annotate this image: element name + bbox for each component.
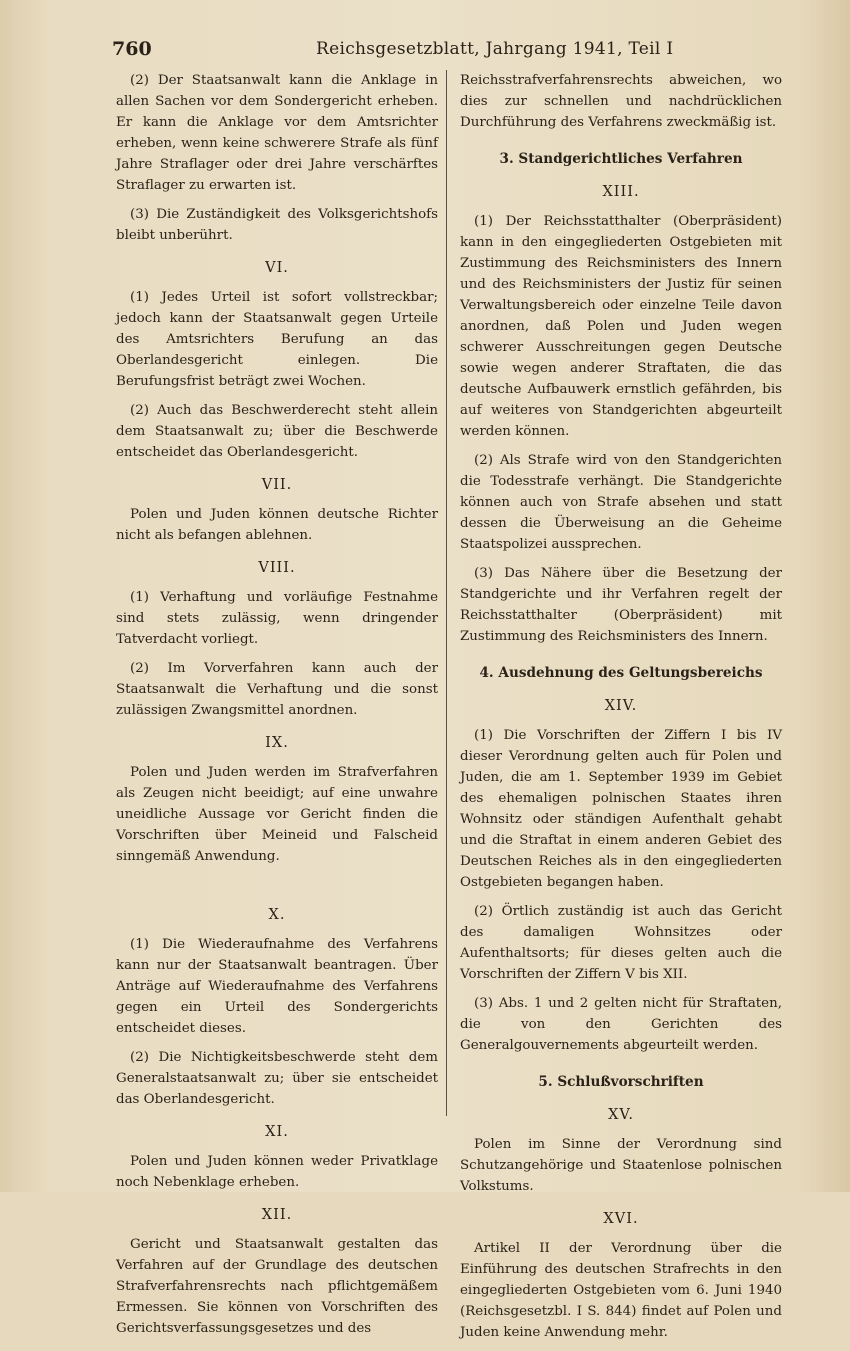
paragraph: (2) Der Staatsanwalt kann die Anklage in allen Sachen vor dem Sondergericht erheben. Er kann die Anklage vor dem Amtsrichter erheben, wenn keine schwerere Strafe als fünf Jahre Straflager oder drei Jahre verschärftes Straflager zu erwarten ist. bbox=[116, 73, 438, 193]
paragraph: (3) Das Nähere über die Besetzung der Standgerichte und ihr Verfahren regelt der Reichsstatthalter (Oberpräsident) mit Zustimmung des Reichsministers des Innern. bbox=[460, 566, 782, 644]
paragraph: Artikel II der Verordnung über die Einführung des deutschen Strafrechts in den eingegliederten Ostgebieten vom 6. Juni 1940 (Reichsgesetzbl. I S. 844) findet auf Polen und Juden keine Anwendung mehr. bbox=[460, 1241, 782, 1340]
paragraph: (1) Der Reichsstatthalter (Oberpräsident) kann in den eingegliederten Ostgebieten mit Zustimmung des Reichsministers des Innern und des Reichsministers der Justiz für seinen Verwaltungsbereich oder einzelne Teile davon anordnen, daß Polen und Juden wegen schwerer Ausschreitungen gegen Deutsche sowie wegen anderer Straftaten, die das deutsche Aufbauwerk ernstlich gefährden, bis auf weiteres von Standgerichten abgeurteilt werden können. bbox=[460, 214, 782, 439]
column-divider bbox=[446, 70, 447, 1116]
paragraph: (2) Auch das Beschwerderecht steht allein dem Staatsanwalt zu; über die Beschwerde entscheidet das Oberlandesgericht. bbox=[116, 403, 438, 460]
paragraph: (3) Abs. 1 und 2 gelten nicht für Straftaten, die von den Gerichten des Generalgouvernements abgeurteilt werden. bbox=[460, 996, 782, 1053]
section-numeral: XV. bbox=[608, 1107, 634, 1123]
paragraph: Polen im Sinne der Verordnung sind Schutzangehörige und Staatenlose polnischen Volkstums. bbox=[460, 1137, 782, 1194]
page-header bbox=[112, 38, 812, 62]
spacer bbox=[116, 875, 438, 893]
section-numeral: XIV. bbox=[604, 698, 638, 714]
paragraph: (1) Die Vorschriften der Ziffern I bis IV dieser Verordnung gelten auch für Polen und Juden, die am 1. September 1939 im Gebiet des ehemaligen polnischen Staates ihren Wohnsitz oder ständigen Aufenthalt gehabt und die Straftat in einem anderen Gebiet des Deutschen Reiches als in den eingegliederten Ostgebieten begangen haben. bbox=[460, 728, 782, 890]
section-numeral: VIII. bbox=[258, 560, 296, 576]
section-numeral: XI. bbox=[265, 1124, 289, 1140]
paragraph: Gericht und Staatsanwalt gestalten das Verfahren auf der Grundlage des deutschen Strafverfahrensrechts nach pflichtgemäßem Ermessen. Sie können von Vorschriften des Gerichtsverfassungsgesetzes und des bbox=[116, 1237, 438, 1336]
paragraph: (2) Die Nichtigkeitsbeschwerde steht dem Generalstaatsanwalt zu; über sie entscheidet das Oberlandesgericht. bbox=[116, 1050, 438, 1107]
paragraph: Polen und Juden können deutsche Richter nicht als befangen ablehnen. bbox=[116, 507, 438, 543]
paragraph: Reichsstrafverfahrensrechts abweichen, wo dies zur schnellen und nachdrücklichen Durchführung des Verfahrens zweckmäßig ist. bbox=[460, 73, 782, 130]
section-numeral: VII. bbox=[261, 477, 293, 493]
paragraph: (2) Örtlich zuständig ist auch das Gericht des damaligen Wohnsitzes oder Aufenthaltsorts; für dieses gelten auch die Vorschriften der Ziffern V bis XII. bbox=[460, 904, 782, 982]
section-heading: 3. Standgerichtliches Verfahren bbox=[499, 151, 743, 167]
left-column bbox=[116, 70, 438, 1347]
paragraph: Polen und Juden werden im Strafverfahren als Zeugen nicht beeidigt; auf eine unwahre uneidliche Aussage vor Gericht finden die Vorschriften über Meineid und Falscheid sinngemäß Anwendung. bbox=[116, 765, 438, 864]
section-numeral: XVI. bbox=[603, 1211, 639, 1227]
paragraph: (1) Die Wiederaufnahme des Verfahrens kann nur der Staatsanwalt beantragen. Über Anträge auf Wiederaufnahme des Verfahrens gegen ein Urteil des Sondergerichts entscheidet dieses. bbox=[116, 937, 438, 1036]
section-numeral: X. bbox=[268, 907, 286, 923]
paragraph: (1) Jedes Urteil ist sofort vollstreckbar; jedoch kann der Staatsanwalt gegen Urteile des Amtsrichters Berufung an das Oberlandesgericht einlegen. Die Berufungsfrist beträgt zwei Wochen. bbox=[116, 290, 438, 389]
section-numeral: IX. bbox=[265, 735, 289, 751]
paragraph: (1) Verhaftung und vorläufige Festnahme sind stets zulässig, wenn dringender Tatverdacht vorliegt. bbox=[116, 590, 438, 647]
section-heading: 4. Ausdehnung des Geltungsbereichs bbox=[479, 665, 763, 681]
section-numeral: XII. bbox=[261, 1207, 293, 1223]
section-numeral: VI. bbox=[265, 260, 289, 276]
paragraph: (2) Als Strafe wird von den Standgerichten die Todesstrafe verhängt. Die Standgerichte können auch von Strafe absehen und statt dessen die Überweisung an die Geheime Staatspolizei aussprechen. bbox=[460, 453, 782, 552]
paragraph: (3) Die Zuständigkeit des Volksgerichtshofs bleibt unberührt. bbox=[116, 207, 438, 243]
paragraph: (2) Im Vorverfahren kann auch der Staatsanwalt die Verhaftung und die sonst zulässigen Zwangsmittel anordnen. bbox=[116, 661, 438, 718]
running-title: Reichsgesetzblatt, Jahrgang 1941, Teil I bbox=[316, 39, 674, 59]
page-number: 760 bbox=[112, 38, 152, 60]
right-column bbox=[460, 70, 782, 1351]
section-numeral: XIII. bbox=[602, 184, 640, 200]
paragraph: Polen und Juden können weder Privatklage noch Nebenklage erheben. bbox=[116, 1154, 438, 1190]
section-heading: 5. Schlußvorschriften bbox=[538, 1074, 704, 1090]
